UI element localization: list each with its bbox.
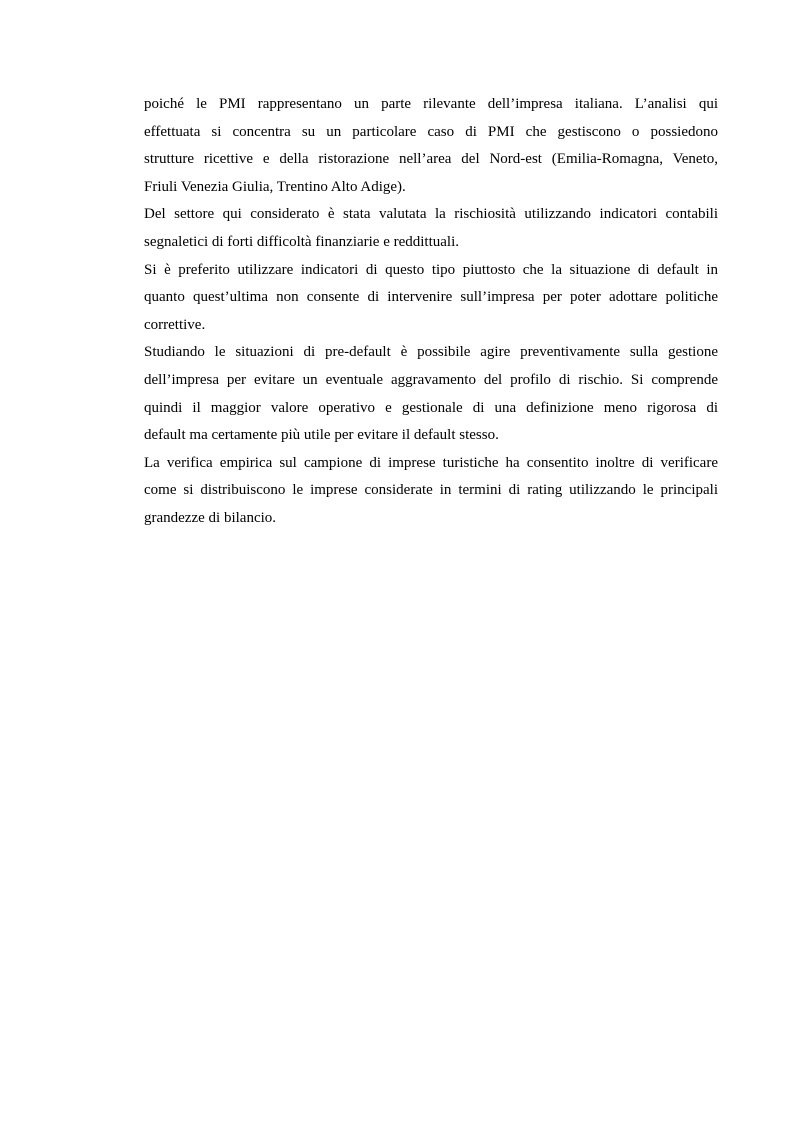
text-line: come si distribuiscono le imprese considerate in termini di rating utilizzando le principali xyxy=(144,482,718,499)
text-line: Friuli Venezia Giulia, Trentino Alto Adige). xyxy=(144,178,406,195)
text-line: quindi il maggior valore operativo e gestionale di una definizione meno rigorosa di xyxy=(144,399,718,416)
text-line: effettuata si concentra su un particolare caso di PMI che gestiscono o possiedono xyxy=(144,123,718,140)
text-line: strutture ricettive e della ristorazione nell’area del Nord-est (Emilia-Romagna, Veneto, xyxy=(144,151,718,168)
text-line: La verifica empirica sul campione di imprese turistiche ha consentito inoltre di verificare xyxy=(144,454,718,471)
text-line: Studiando le situazioni di pre-default è possibile agire preventivamente sulla gestione xyxy=(144,344,718,361)
text-line: dell’impresa per evitare un eventuale aggravamento del profilo di rischio. Si comprende xyxy=(144,371,718,388)
text-line: Si è preferito utilizzare indicatori di questo tipo piuttosto che la situazione di default in xyxy=(144,261,718,278)
text-line: default ma certamente più utile per evitare il default stesso. xyxy=(144,427,499,444)
text-line: grandezze di bilancio. xyxy=(144,509,277,526)
text-line: segnaletici di forti difficoltà finanziarie e reddittuali. xyxy=(144,233,460,250)
body-text xyxy=(144,91,718,533)
text-line: poiché le PMI rappresentano un parte rilevante dell’impresa italiana. L’analisi qui xyxy=(144,96,718,112)
text-line: quanto quest’ultima non consente di intervenire sull’impresa per poter adottare politiche xyxy=(144,289,718,306)
text-line: correttive. xyxy=(144,316,206,333)
text-line: Del settore qui considerato è stata valutata la rischiosità utilizzando indicatori contabili xyxy=(144,206,718,223)
